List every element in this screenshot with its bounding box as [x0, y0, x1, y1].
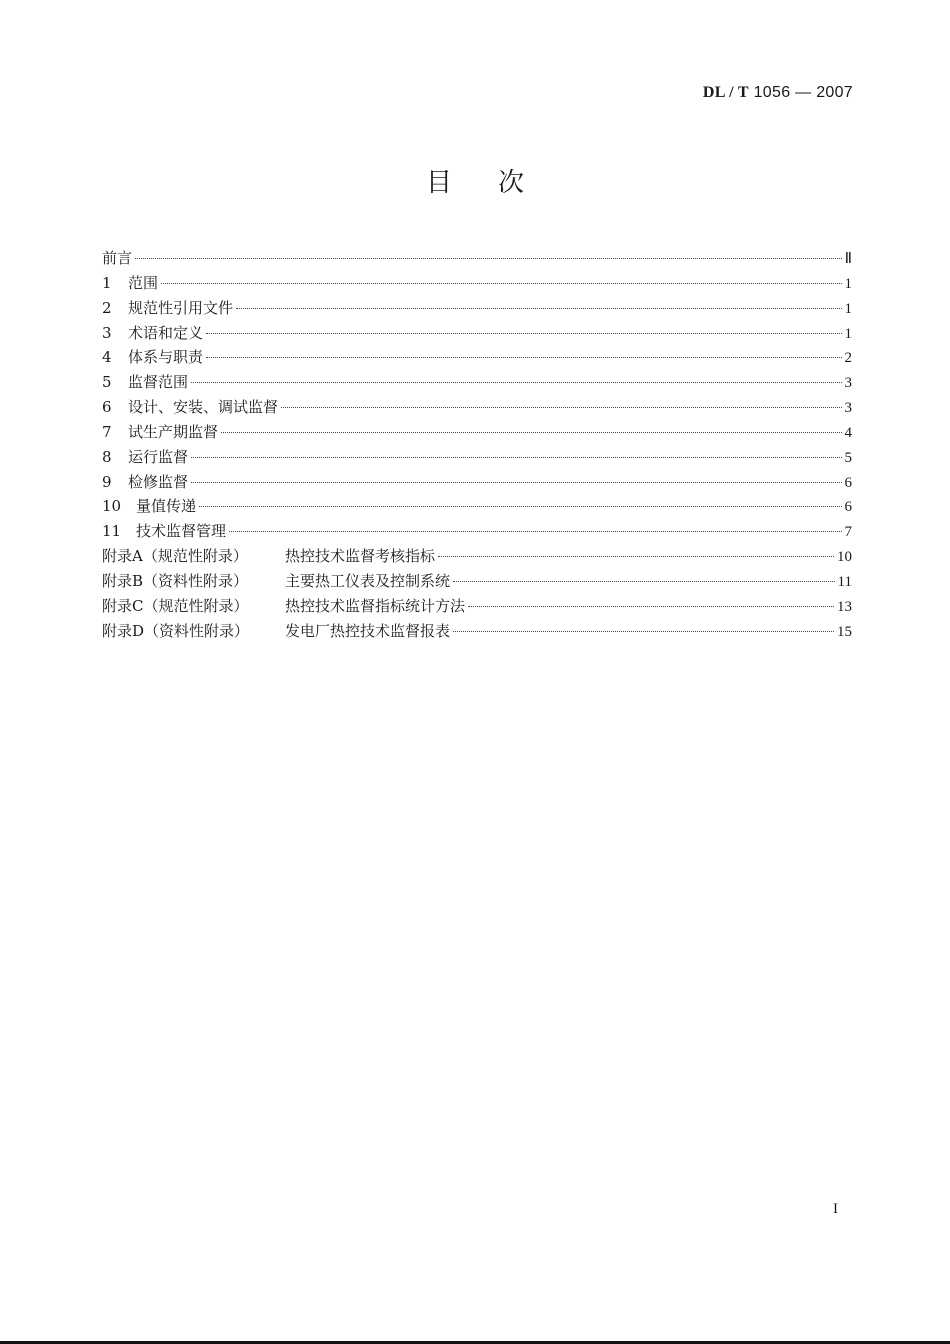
- toc-entry[interactable]: [102, 321, 852, 346]
- toc-entry-number: 5: [102, 373, 112, 392]
- toc-entry[interactable]: [102, 296, 852, 321]
- toc-entry-page: 1: [844, 300, 852, 317]
- toc-leader-dots: [206, 333, 841, 334]
- toc-entry[interactable]: [102, 494, 852, 519]
- toc-entry-page: 10: [837, 549, 852, 566]
- toc-leader-dots: [191, 457, 841, 458]
- toc-entry-number: 3: [102, 323, 112, 342]
- toc-entry-number: 6: [102, 398, 112, 417]
- toc-entry-title: 量值传递: [136, 497, 197, 516]
- toc-entry[interactable]: [102, 246, 852, 271]
- toc-entry-title: 技术监督管理: [136, 522, 227, 541]
- toc-entry-title: 主要热工仪表及控制系统: [285, 571, 451, 590]
- document-code-number: 1056 — 2007: [753, 84, 853, 101]
- toc-entry-page: 6: [844, 499, 852, 516]
- toc-entry-title: 体系与职责: [128, 348, 204, 367]
- toc-entry-page: 7: [844, 524, 852, 541]
- toc-entry[interactable]: [102, 345, 852, 370]
- toc-entry[interactable]: [102, 544, 852, 569]
- toc-entry-title: 热控技术监督指标统计方法: [285, 596, 466, 615]
- toc-entry[interactable]: [102, 271, 852, 296]
- toc-leader-dots: [229, 531, 841, 532]
- toc-entry-page: 4: [844, 424, 852, 441]
- toc-entry-page: 1: [844, 275, 852, 292]
- toc-entry-title: 术语和定义: [128, 323, 204, 342]
- toc-entry-number: 9: [102, 472, 112, 491]
- toc-entry[interactable]: [102, 519, 852, 544]
- toc-entry-page: 5: [844, 449, 852, 466]
- toc-entry[interactable]: [102, 395, 852, 420]
- toc-leader-dots: [135, 258, 842, 259]
- footer-page-number: I: [833, 1201, 838, 1217]
- toc-leader-dots: [236, 308, 841, 309]
- toc-entry-number: 4: [102, 348, 112, 367]
- toc-entry-title: 运行监督: [128, 447, 189, 466]
- toc-entry-title: 前言: [102, 249, 133, 267]
- toc-leader-dots: [453, 581, 835, 582]
- toc-entry-title: 范围: [128, 273, 159, 292]
- toc-leader-dots: [221, 432, 841, 433]
- toc-entry[interactable]: [102, 420, 852, 445]
- page-title: 目次: [425, 168, 570, 198]
- toc-entry-page: 13: [837, 598, 852, 615]
- toc-entry-number: 11: [102, 522, 122, 541]
- toc-leader-dots: [206, 357, 841, 358]
- toc-entry-title: 规范性引用文件: [128, 298, 234, 317]
- toc-entry-number: 附录B（资料性附录）: [102, 571, 249, 590]
- toc-leader-dots: [191, 482, 841, 483]
- toc-entry-number: 附录D（资料性附录）: [102, 621, 250, 640]
- toc-entry[interactable]: [102, 370, 852, 395]
- toc-entry[interactable]: [102, 445, 852, 470]
- toc-leader-dots: [453, 631, 834, 632]
- toc-entry-page: 1: [844, 325, 852, 342]
- toc-entry[interactable]: [102, 619, 852, 644]
- toc-entry-number: 1: [102, 273, 112, 292]
- toc-leader-dots: [199, 506, 841, 507]
- toc-entry-number: 附录C（规范性附录）: [102, 596, 249, 615]
- toc-entry-title: 试生产期监督: [128, 422, 219, 441]
- toc-entry-number: 附录A（规范性附录）: [102, 547, 248, 566]
- toc-leader-dots: [438, 556, 834, 557]
- toc-entry-page: 11: [837, 573, 852, 590]
- toc-leader-dots: [191, 382, 841, 383]
- toc-entry-page: 2: [844, 350, 852, 367]
- toc-entry-page: 3: [844, 400, 852, 417]
- toc-entry[interactable]: [102, 470, 852, 495]
- toc-entry-title: 监督范围: [128, 373, 189, 392]
- document-code-prefix: DL / T: [702, 84, 749, 101]
- toc-entry-title: 检修监督: [128, 472, 189, 491]
- toc-leader-dots: [281, 407, 841, 408]
- toc-entry-title: 发电厂热控技术监督报表: [285, 621, 451, 640]
- toc-leader-dots: [468, 606, 834, 607]
- toc-entry-number: 10: [102, 497, 122, 516]
- toc-entry-title: 热控技术监督考核指标: [285, 547, 436, 566]
- toc-leader-dots: [161, 283, 841, 284]
- toc-entry-page: Ⅱ: [844, 251, 852, 267]
- toc-entry-page: 3: [844, 375, 852, 392]
- toc-entry[interactable]: [102, 594, 852, 619]
- toc-entry-number: 7: [102, 422, 112, 441]
- toc-entry[interactable]: [102, 569, 852, 594]
- toc-entry-page: 15: [837, 623, 852, 640]
- toc-entry-page: 6: [844, 474, 852, 491]
- table-of-contents: [102, 246, 852, 644]
- toc-entry-number: 2: [102, 298, 112, 317]
- document-code: [703, 84, 853, 102]
- toc-entry-number: 8: [102, 447, 112, 466]
- toc-entry-title: 设计、安装、调试监督: [128, 398, 279, 417]
